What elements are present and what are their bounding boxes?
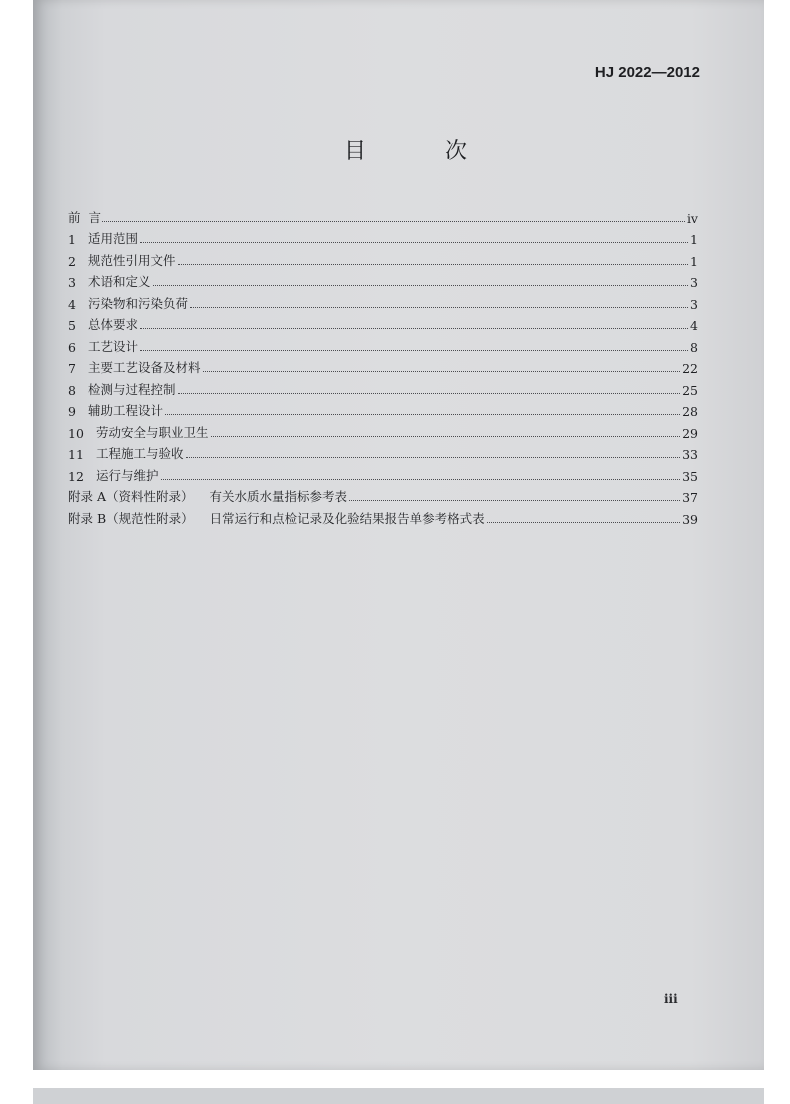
toc-entry-page: 25 bbox=[682, 382, 698, 398]
toc-leader-dots bbox=[203, 371, 681, 372]
toc-entry[interactable] bbox=[68, 441, 698, 463]
toc-entry-number: 1 bbox=[68, 232, 76, 247]
toc-entry-page: 3 bbox=[690, 296, 698, 312]
toc-leader-dots bbox=[178, 264, 689, 265]
toc-entry-label: 污染物和污染负荷 bbox=[88, 295, 189, 311]
toc-title: 目 次 bbox=[344, 139, 503, 164]
toc-leader-dots bbox=[140, 242, 688, 243]
toc-leader-dots bbox=[190, 307, 688, 308]
toc-entry-number: 2 bbox=[68, 253, 76, 269]
toc-entry-page: 39 bbox=[682, 511, 698, 527]
toc-entry-label: 劳动安全与职业卫生 bbox=[96, 424, 209, 440]
toc-entry[interactable] bbox=[68, 204, 698, 226]
toc-leader-dots bbox=[487, 522, 680, 523]
toc-entry[interactable] bbox=[68, 462, 698, 484]
toc-entry-number: 附录 B（规范性附录） bbox=[68, 510, 194, 526]
toc-entry-page: iv bbox=[686, 210, 698, 226]
table-of-contents bbox=[68, 204, 698, 527]
toc-entry[interactable] bbox=[68, 376, 698, 398]
toc-entry-number: 4 bbox=[68, 296, 76, 312]
standard-number: HJ 2022—2012 bbox=[594, 64, 700, 81]
toc-entry[interactable] bbox=[68, 312, 698, 334]
toc-entry-number: 7 bbox=[68, 361, 76, 376]
toc-entry-number: 附录 A（资料性附录） bbox=[68, 489, 194, 504]
toc-leader-dots bbox=[211, 436, 681, 437]
toc-entry-page: 37 bbox=[682, 490, 698, 505]
toc-leader-dots bbox=[102, 221, 685, 222]
next-page-edge bbox=[33, 1088, 764, 1104]
toc-entry-label: 检测与过程控制 bbox=[88, 381, 176, 397]
toc-leader-dots bbox=[349, 500, 680, 501]
toc-entry-number: 9 bbox=[68, 404, 76, 419]
toc-entry-page: 3 bbox=[690, 275, 698, 290]
toc-leader-dots bbox=[153, 285, 689, 286]
toc-entry-page: 35 bbox=[682, 468, 698, 484]
toc-entry-label: 主要工艺设备及材料 bbox=[88, 360, 201, 375]
toc-entry-label: 总体要求 bbox=[88, 317, 139, 332]
toc-entry-page: 4 bbox=[690, 318, 698, 333]
toc-entry-label: 工艺设计 bbox=[88, 338, 139, 354]
toc-entry-number: 12 bbox=[68, 468, 84, 484]
toc-entry[interactable] bbox=[68, 355, 698, 377]
toc-entry-page: 28 bbox=[682, 404, 698, 419]
toc-entry[interactable] bbox=[68, 226, 698, 248]
toc-leader-dots bbox=[178, 393, 681, 394]
toc-entry[interactable] bbox=[68, 398, 698, 420]
toc-entry-page: 33 bbox=[682, 447, 698, 462]
page-number: iii bbox=[664, 992, 678, 1006]
toc-entry-page: 1 bbox=[690, 232, 698, 247]
toc-entry-page: 1 bbox=[690, 253, 698, 269]
toc-entry-label: 工程施工与验收 bbox=[96, 446, 184, 461]
toc-entry-number: 前言 bbox=[68, 209, 110, 225]
toc-entry[interactable] bbox=[68, 247, 698, 269]
toc-entry[interactable] bbox=[68, 333, 698, 355]
toc-entry[interactable] bbox=[68, 290, 698, 312]
toc-entry-label: 有关水质水量指标参考表 bbox=[209, 489, 348, 504]
toc-leader-dots bbox=[140, 350, 688, 351]
toc-entry-number: 3 bbox=[68, 275, 76, 290]
toc-entry[interactable] bbox=[68, 419, 698, 441]
toc-leader-dots bbox=[161, 479, 681, 480]
toc-entry-page: 29 bbox=[682, 425, 698, 441]
toc-entry-number: 5 bbox=[68, 318, 76, 333]
toc-entry-number: 6 bbox=[68, 339, 76, 355]
toc-entry-label: 日常运行和点检记录及化验结果报告单参考格式表 bbox=[209, 510, 485, 526]
toc-entry-label: 辅助工程设计 bbox=[88, 403, 164, 418]
toc-entry-number: 8 bbox=[68, 382, 76, 398]
toc-leader-dots bbox=[165, 414, 680, 415]
toc-leader-dots bbox=[186, 457, 681, 458]
toc-leader-dots bbox=[140, 328, 688, 329]
toc-entry-number: 10 bbox=[68, 425, 84, 441]
toc-entry-page: 8 bbox=[690, 339, 698, 355]
toc-entry-label: 规范性引用文件 bbox=[88, 252, 176, 268]
toc-entry[interactable] bbox=[68, 505, 698, 527]
toc-entry[interactable] bbox=[68, 484, 698, 506]
toc-entry-number: 11 bbox=[68, 447, 84, 462]
toc-entry[interactable] bbox=[68, 269, 698, 291]
toc-entry-page: 22 bbox=[682, 361, 698, 376]
toc-entry-label: 适用范围 bbox=[88, 231, 139, 246]
toc-entry-label: 术语和定义 bbox=[88, 274, 151, 289]
toc-entry-label: 运行与维护 bbox=[96, 467, 159, 483]
